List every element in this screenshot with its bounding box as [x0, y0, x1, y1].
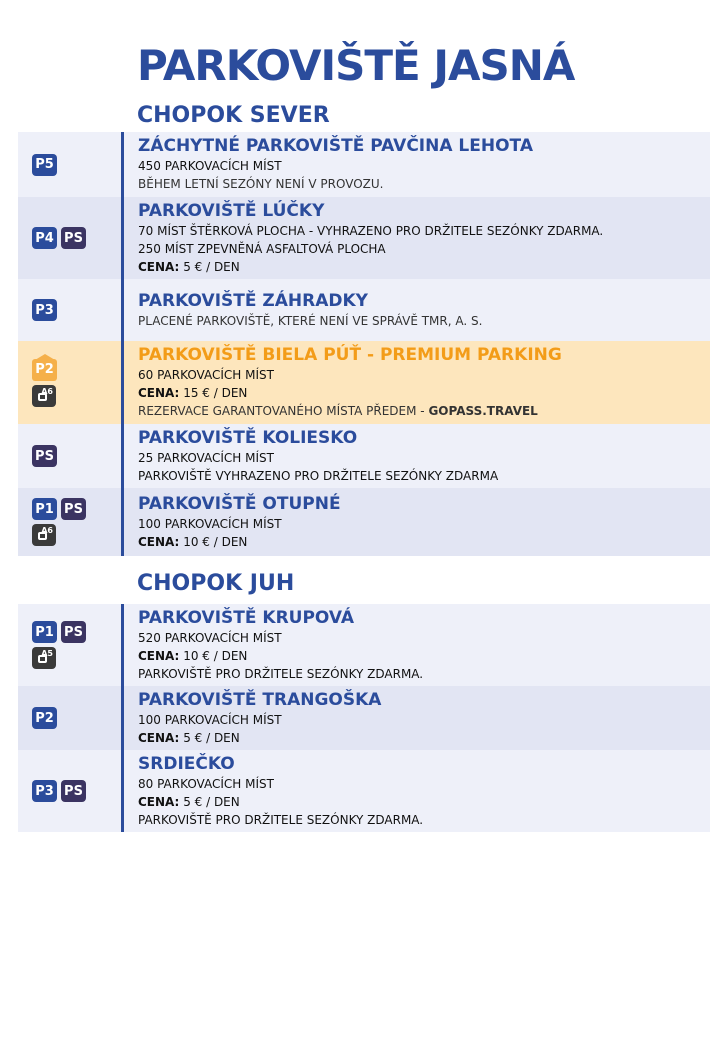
price-value: 15 € / DEN [183, 386, 248, 400]
premium-parking-badge-p2: P2 [32, 359, 57, 381]
parking-capacity: 450 PARKOVACÍCH MÍST [138, 159, 282, 173]
parking-title: PARKOVIŠTĚ KOLIESKO [138, 427, 358, 448]
parking-title: PARKOVIŠTĚ LÚČKY [138, 200, 325, 221]
parking-capacity: 70 MÍST ŠTĚRKOVÁ PLOCHA - VYHRAZENO PRO DRŽITELE SEZÓNKY ZDARMA. [138, 223, 604, 238]
reservation-note: REZERVACE GARANTOVANÉHO MÍSTA PŘEDEM - [138, 404, 429, 418]
gopass-link[interactable]: GOPASS.TRAVEL [428, 404, 538, 418]
price-label: CENA: [138, 794, 180, 809]
parking-title: PARKOVIŠTĚ BIELA PÚŤ - PREMIUM PARKING [138, 345, 562, 365]
parking-badge-p1: P1 [32, 621, 57, 643]
season-pass-badge: PS [61, 621, 86, 643]
parking-list-juh [18, 604, 710, 832]
parking-badge-p2: P2 [32, 707, 57, 729]
parking-note: PARKOVIŠTĚ VYHRAZENO PRO DRŽITELE SEZÓNKY ZDARMA [138, 468, 499, 483]
parking-title: ZÁCHYTNÉ PARKOVIŠTĚ PAVČINA LEHOTA [138, 136, 533, 156]
parking-row-koliesko [18, 424, 710, 488]
price-value: 10 € / DEN [183, 648, 248, 663]
price-value: 5 € / DEN [183, 794, 240, 809]
parking-badge-p1: P1 [32, 498, 57, 520]
parking-capacity: 80 PARKOVACÍCH MÍST [138, 776, 274, 791]
parking-title: PARKOVIŠTĚ ZÁHRADKY [138, 290, 368, 311]
parking-capacity: 250 MÍST ZPEVNĚNÁ ASFALTOVÁ PLOCHA [138, 241, 386, 256]
parking-note: PARKOVIŠTĚ PRO DRŽITELE SEZÓNKY ZDARMA. [138, 812, 424, 827]
section-heading-juh: CHOPOK JUH [137, 571, 295, 596]
parking-badge-p3: P3 [32, 780, 57, 802]
parking-row-lucky [18, 197, 710, 279]
parking-badge-p5: P5 [32, 154, 57, 176]
parking-note: PLACENÉ PARKOVIŠTĚ, KTERÉ NENÍ VE SPRÁVĚ TMR, A. S. [138, 313, 483, 328]
parking-row-krupova [18, 604, 710, 686]
price-value: 5 € / DEN [183, 259, 240, 274]
parking-title: PARKOVIŠTĚ KRUPOVÁ [138, 607, 355, 628]
price-label: CENA: [138, 259, 180, 274]
parking-badge-p4: P4 [32, 227, 57, 249]
parking-row-srdiecko [18, 750, 710, 832]
parking-note: PARKOVIŠTĚ PRO DRŽITELE SEZÓNKY ZDARMA. [138, 666, 424, 681]
parking-title: PARKOVIŠTĚ TRANGOŠKA [138, 689, 382, 710]
season-pass-badge: PS [61, 780, 86, 802]
parking-capacity: 520 PARKOVACÍCH MÍST [138, 630, 282, 645]
parking-title: SRDIEČKO [138, 753, 235, 774]
section-heading-sever: CHOPOK SEVER [137, 103, 330, 128]
parking-row-otupne [18, 488, 710, 556]
price-label: CENA: [138, 386, 180, 400]
parking-capacity: 100 PARKOVACÍCH MÍST [138, 712, 282, 727]
parking-capacity: 25 PARKOVACÍCH MÍST [138, 450, 274, 465]
parking-note: BĚHEM LETNÍ SEZÓNY NENÍ V PROVOZU. [138, 177, 384, 191]
cable-car-icon: A5 [32, 647, 56, 669]
price-label: CENA: [138, 648, 180, 663]
price-label: CENA: [138, 730, 180, 745]
cable-car-icon: A6 [32, 385, 56, 407]
parking-capacity: 100 PARKOVACÍCH MÍST [138, 516, 282, 531]
parking-row-trangoska [18, 686, 710, 750]
parking-badge-p3: P3 [32, 299, 57, 321]
season-pass-badge: PS [61, 498, 86, 520]
parking-row-biela-put [18, 341, 710, 424]
parking-title: PARKOVIŠTĚ OTUPNÉ [138, 493, 341, 514]
parking-capacity: 60 PARKOVACÍCH MÍST [138, 368, 274, 382]
parking-list-sever [18, 132, 710, 556]
season-pass-badge: PS [61, 227, 86, 249]
parking-row-pavcina-lehota [18, 132, 710, 197]
price-label: CENA: [138, 534, 180, 549]
price-value: 5 € / DEN [183, 730, 240, 745]
cable-car-icon: A6 [32, 524, 56, 546]
price-value: 10 € / DEN [183, 534, 248, 549]
page-title: PARKOVIŠTĚ JASNÁ [137, 41, 575, 90]
parking-row-zahradky [18, 279, 710, 341]
season-pass-badge: PS [32, 445, 57, 467]
